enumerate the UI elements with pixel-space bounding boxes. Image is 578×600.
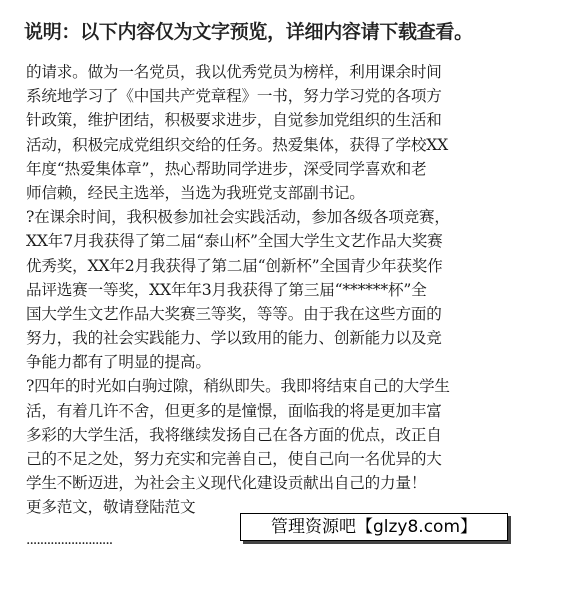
text-line: 国大学生文艺作品大奖赛三等奖，等等。由于我在这些方面的 — [26, 304, 442, 323]
text-line: 年度“热爱集体章”，热心帮助同学进步，深受同学喜欢和老 — [26, 159, 427, 178]
text-line: 优秀奖，XX年2月我获得了第二届“创新杯”全国青少年获奖作 — [26, 256, 443, 275]
text-line: 的请求。做为一名党员，我以优秀党员为榜样，利用课余时间 — [26, 63, 442, 81]
text-line: 学生不断迈进，为社会主义现代化建设贡献出自己的力量！ — [26, 474, 427, 493]
document-body — [26, 60, 556, 520]
dotted-divider: ························· — [26, 536, 113, 552]
text-line: 活动，积极完成党组织交给的任务。热爱集体，获得了学校XX — [26, 135, 449, 154]
text-line: 活，有着几许不舍，但更多的是憧憬，面临我的将是更加丰富 — [26, 401, 442, 420]
text-line: 己的不足之处，努力充实和完善自己，使自己向一名优异的大 — [26, 450, 442, 468]
preview-notice: 说明：以下内容仅为文字预览，详细内容请下载查看。 — [24, 21, 473, 43]
site-watermark: 管理资源吧【glzy8.com】 — [240, 513, 508, 541]
text-line: 品评选赛一等奖，XX年年3月我获得了第三届“******杯”全 — [26, 280, 427, 299]
text-line: ?四年的时光如白驹过隙，稍纵即失。我即将结束自己的大学生 — [26, 377, 450, 396]
text-line: 多彩的大学生活，我将继续发扬自己在各方面的优点，改正自 — [26, 425, 442, 444]
text-line: XX年7月我获得了第二届“泰山杯”全国大学生文艺作品大奖赛 — [26, 232, 443, 251]
text-line: 针政策，维护团结，积极要求进步，自觉参加党组织的生活和 — [26, 111, 442, 130]
text-line: 努力，我的社会实践能力、学以致用的能力、创新能力以及竞 — [26, 329, 442, 348]
text-line: ?在课余时间，我积极参加社会实践活动，参加各级各项竞赛， — [26, 208, 450, 227]
more-essays-line: 更多范文，敬请登陆范文 — [26, 498, 196, 517]
text-line: 师信赖，经民主选举，当选为我班党支部副书记。 — [26, 183, 365, 202]
text-line: 争能力都有了明显的提高。 — [26, 353, 211, 372]
text-line: 系统地学习了《中国共产党章程》一书，努力学习党的各项方 — [26, 87, 442, 106]
